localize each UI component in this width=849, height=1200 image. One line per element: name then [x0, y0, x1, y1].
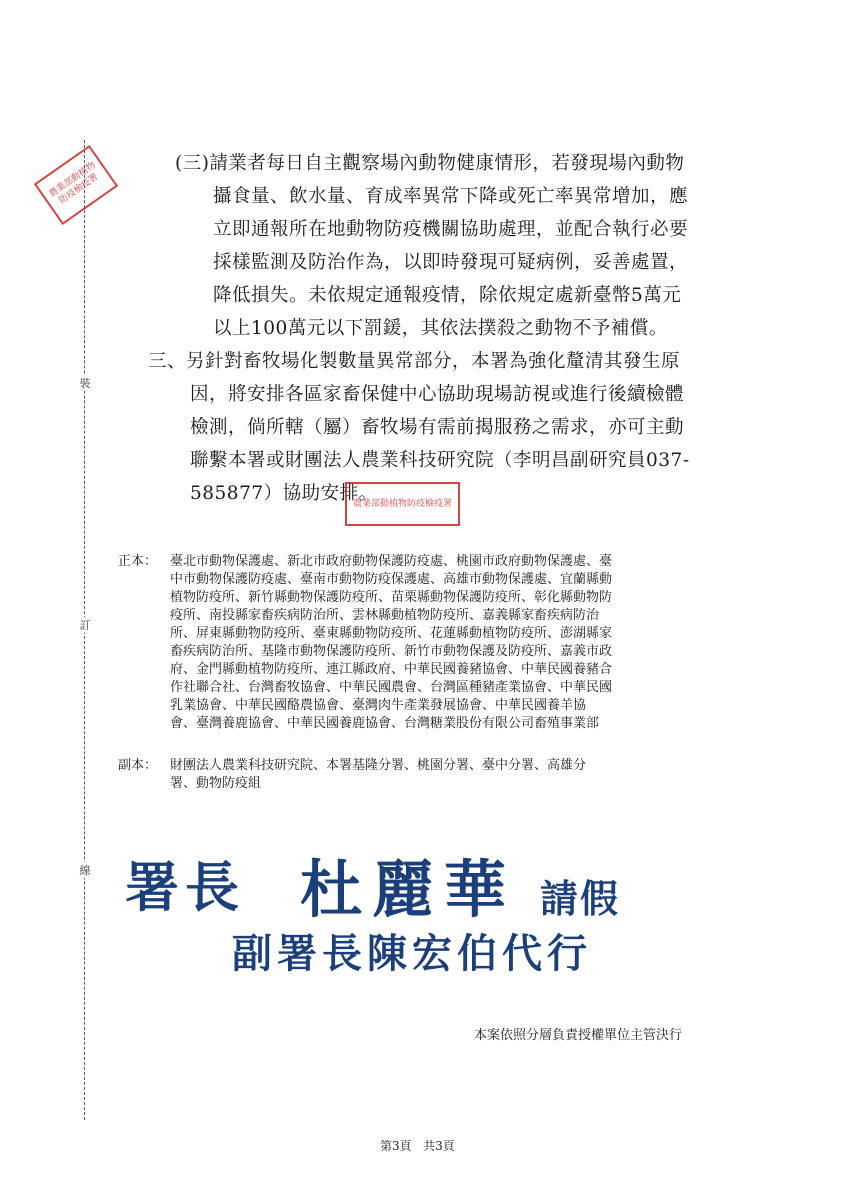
item-3-line: 採樣監測及防治作為，以即時發現可疑病例，妥善處置， [213, 252, 689, 273]
item-3-line: 攝食量、飲水量、育成率異常下降或死亡率異常增加，應 [213, 186, 689, 207]
binding-mark-xian: 線 [79, 864, 91, 877]
agency-seal-left-text: 農業部動植物防疫檢疫署 [47, 160, 101, 207]
page-total: 共3頁 [423, 1139, 455, 1153]
section-3-line: 檢測，倘所轄（屬）畜牧場有需前揭服務之需求，亦可主動 [190, 417, 685, 438]
item-3-line: 降低損失。未依規定通報疫情，除依規定處新臺幣5萬元 [213, 285, 682, 306]
page-current: 第3頁 [380, 1139, 412, 1153]
binding-mark-ding: 訂 [79, 619, 91, 632]
main-recipient-line: 植物防疫所、新竹縣動物保護防疫所、苗栗縣動物保護防疫所、彰化縣動物防 [170, 590, 613, 605]
main-recipient-line: 會、臺灣養鹿協會、中華民國養鹿協會、台灣糖業股份有限公司畜殖事業部 [170, 716, 600, 731]
item-3-line: 以上100萬元以下罰鍰，其依法撲殺之動物不予補償。 [213, 318, 668, 339]
agency-seal-left [34, 145, 118, 225]
director-title: 署長 [125, 855, 245, 919]
main-recipient-line: 作社聯合社、台灣畜牧協會、中華民國農會、台灣區種豬產業協會、中華民國 [170, 680, 613, 695]
section-3-line: 三、另針對畜牧場化製數量異常部分，本署為強化釐清其發生原 [148, 351, 681, 372]
main-recipient-line: 疫所、南投縣家畜疾病防治所、雲林縣動植物防疫所、嘉義縣家畜疾病防治 [170, 608, 600, 623]
section-3-line: 因，將安排各區家畜保健中心協助現場訪視或進行後續檢體 [190, 384, 685, 405]
main-recipients-list [170, 553, 612, 733]
binding-mark-zhuang: 裝 [79, 377, 91, 390]
agency-seal-inline-text: 農業部動植物防疫檢疫署 [352, 498, 452, 509]
section-3-line: 585877）協助安排。 [190, 483, 378, 504]
main-recipient-line: 中市動物保護防疫處、臺南市動物防疫保護處、高雄市動物保護處、宜蘭縣動 [170, 572, 613, 587]
copy-recipient-line: 財團法人農業科技研究院、本署基隆分署、桃園分署、臺中分署、高雄分 [170, 758, 587, 773]
page-number [380, 1137, 455, 1154]
main-recipient-line: 畜疾病防治所、基隆市動物保護防疫所、新竹市動物保護及防疫所、嘉義市政 [170, 644, 613, 659]
delegation-note: 本案依照分層負責授權單位主管決行 [474, 1028, 683, 1043]
item-3-line: 立即通報所在地動物防疫機關協助處理，並配合執行必要 [213, 219, 689, 240]
director-leave-note: 請假 [540, 876, 621, 921]
director-name: 杜麗華 [300, 853, 517, 926]
deputy-acting-signature: 副署長陳宏伯代行 [232, 930, 592, 977]
copy-recipient-line: 署、動物防疫組 [170, 776, 262, 791]
copy-recipients-label: 副本： [118, 758, 158, 773]
item-3-line: (三)請業者每日自主觀察場內動物健康情形，若發現場內動物 [175, 153, 685, 174]
main-recipients-label: 正本： [118, 554, 158, 569]
main-recipient-line: 臺北市動物保護處、新北市政府動物保護防疫處、桃園市政府動物保護處、臺 [170, 554, 613, 569]
main-recipient-line: 乳業協會、中華民國酪農協會、臺灣肉牛產業發展協會、中華民國養羊協 [170, 698, 587, 713]
section-3-line: 聯繫本署或財團法人農業科技研究院（李明昌副研究員037- [190, 450, 690, 471]
main-recipient-line: 所、屏東縣動物防疫所、臺東縣動物防疫所、花蓮縣動植物防疫所、澎湖縣家 [170, 626, 613, 641]
copy-recipients-list [170, 757, 586, 793]
main-recipient-line: 府、金門縣動植物防疫所、連江縣政府、中華民國養豬協會、中華民國養豬合 [170, 662, 613, 677]
agency-seal-inline [345, 482, 460, 526]
item-3-paragraph [175, 147, 688, 345]
